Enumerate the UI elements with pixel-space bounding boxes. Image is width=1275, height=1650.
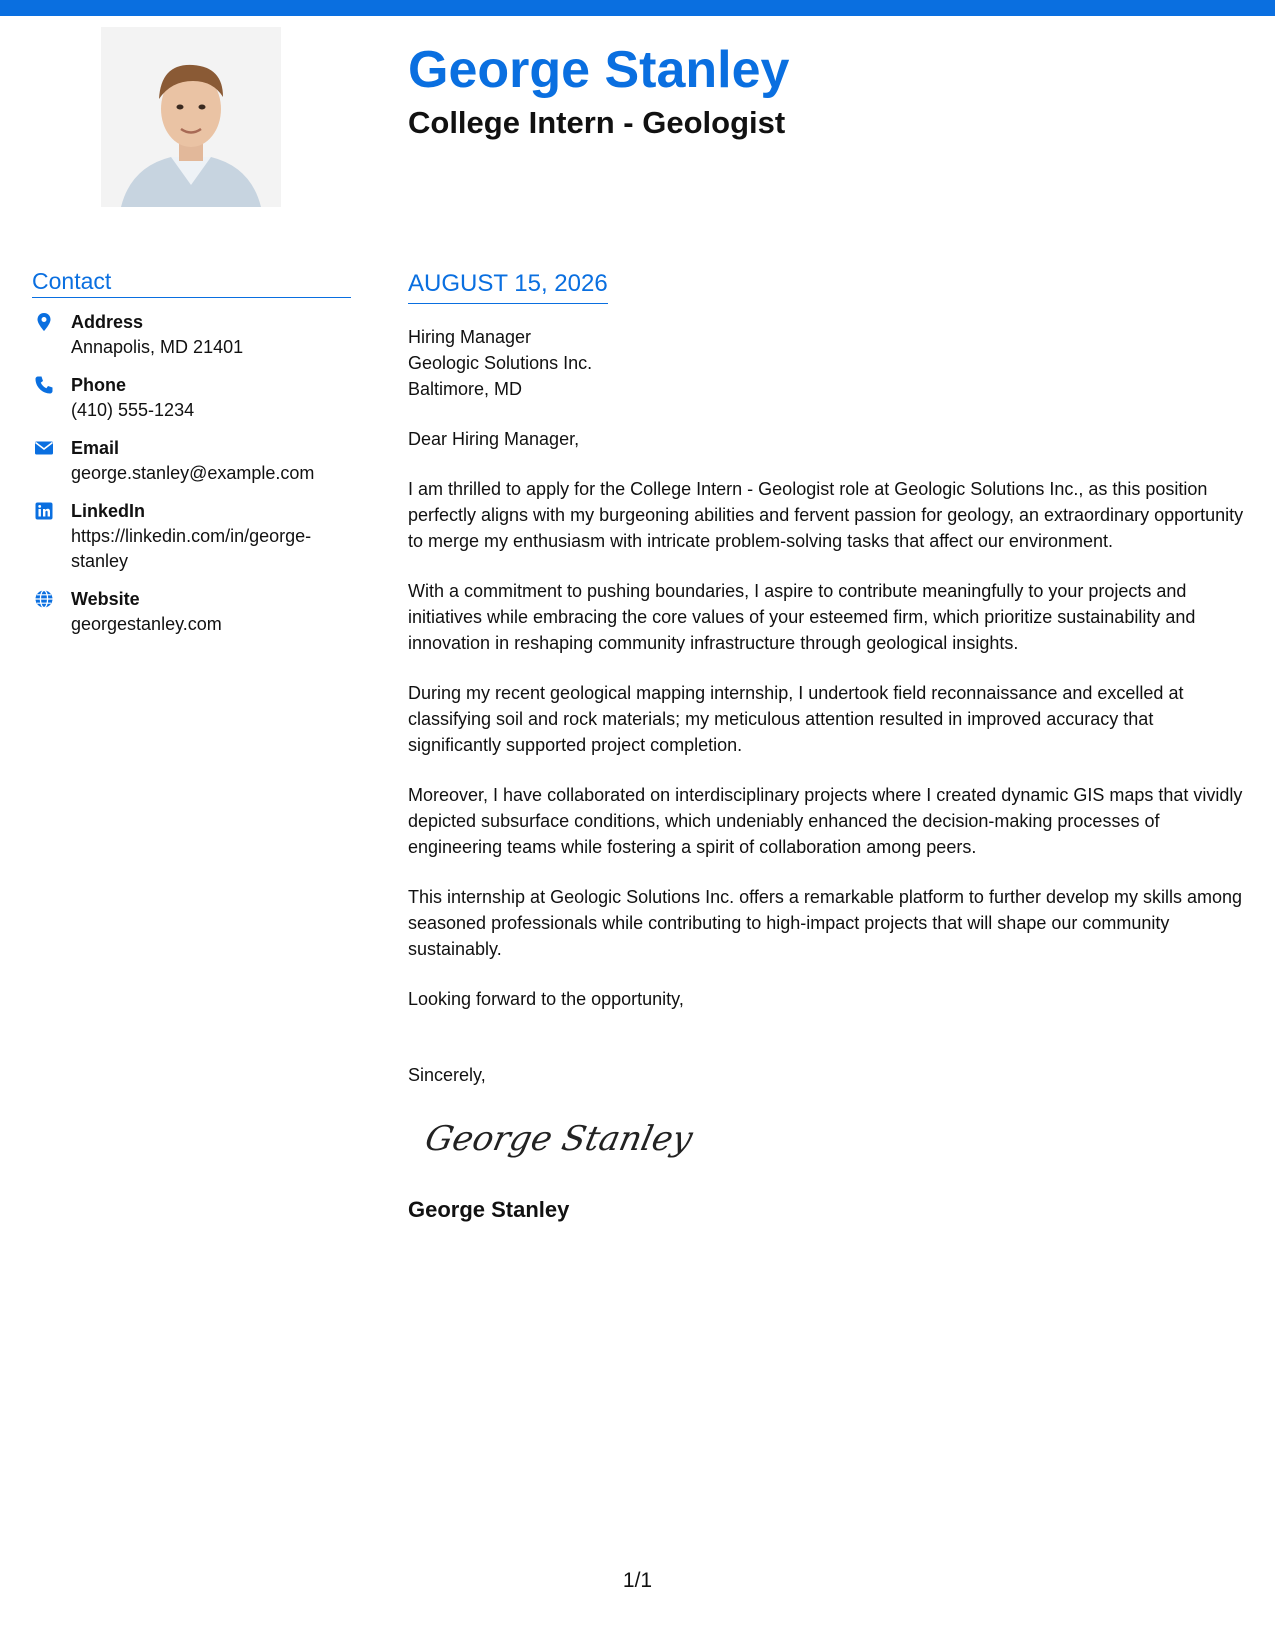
profile-photo — [101, 27, 281, 207]
contact-item-email — [32, 436, 351, 486]
contact-label: Address — [71, 312, 144, 332]
contact-item-linkedin — [32, 499, 351, 574]
letter-signoff: Sincerely, — [408, 1065, 486, 1085]
contact-heading: Contact — [32, 266, 351, 298]
envelope-icon — [34, 438, 54, 458]
letter-paragraph: Moreover, I have collaborated on interdisciplinary projects where I created dynamic GIS maps that vividly depicted subsurface conditions, which undeniably enhanced the decision-making processes of engineering teams while fostering a spirit of collaboration among peers. — [408, 785, 1243, 857]
letter-closing: Looking forward to the opportunity, — [408, 989, 684, 1009]
applicant-role: College Intern - Geologist — [408, 105, 786, 140]
contact-value: (410) 555-1234 — [71, 400, 195, 420]
page-number: 1/1 — [622, 1569, 653, 1592]
portrait-image — [101, 27, 281, 207]
contact-label: LinkedIn — [71, 501, 146, 521]
letter-date: AUGUST 15, 2026 — [408, 268, 608, 304]
contact-value: https://linkedin.com/in/george-stanley — [71, 526, 312, 571]
linkedin-icon — [34, 501, 54, 521]
contact-value: georgestanley.com — [71, 614, 222, 634]
contact-value: george.stanley@example.com — [71, 463, 315, 483]
letter-paragraph: I am thrilled to apply for the College Intern - Geologist role at Geologic Solutions Inc., as this position perfectly aligns with my burgeoning abilities and fervent passion for geology, an extraordinary opportunity to merge my enthusiasm with intricate problem-solving tasks that affect our environment. — [408, 479, 1244, 551]
top-accent-bar — [0, 0, 1275, 16]
recipient-line: Hiring Manager — [408, 327, 532, 347]
letter-paragraph: During my recent geological mapping internship, I undertook field reconnaissance and excelled at classifying soil and rock materials; my meticulous attention resulted in improved accuracy that significantly supported project completion. — [408, 683, 1184, 755]
contact-label: Website — [71, 589, 140, 609]
letter-greeting: Dear Hiring Manager, — [408, 429, 580, 449]
letter-paragraph: This internship at Geologic Solutions Inc. offers a remarkable platform to further develop my skills among seasoned professionals while contributing to high-impact projects that will shape our community sustainably. — [408, 887, 1243, 959]
map-pin-icon — [34, 312, 54, 332]
recipient-block — [408, 324, 1248, 402]
recipient-line: Geologic Solutions Inc. — [408, 353, 593, 373]
contact-item-address — [32, 310, 351, 360]
letter-paragraph: With a commitment to pushing boundaries, I aspire to contribute meaningfully to your projects and initiatives while embracing the core values of your esteemed firm, which prioritize sustainability and innovation in reshaping community infrastructure through geological insights. — [408, 581, 1196, 653]
contact-label: Email — [71, 438, 120, 458]
letter-body — [408, 268, 1248, 1225]
signed-name: George Stanley — [408, 1197, 570, 1222]
contact-label: Phone — [71, 375, 127, 395]
contact-item-phone — [32, 373, 351, 423]
recipient-line: Baltimore, MD — [408, 379, 523, 399]
signature-image — [421, 1110, 696, 1170]
signature-text: George Stanley — [421, 1119, 696, 1159]
contact-section — [32, 266, 351, 650]
globe-icon — [34, 589, 54, 609]
contact-item-website — [32, 587, 351, 637]
phone-icon — [34, 375, 54, 395]
applicant-name: George Stanley — [408, 41, 790, 99]
contact-value: Annapolis, MD 21401 — [71, 337, 244, 357]
